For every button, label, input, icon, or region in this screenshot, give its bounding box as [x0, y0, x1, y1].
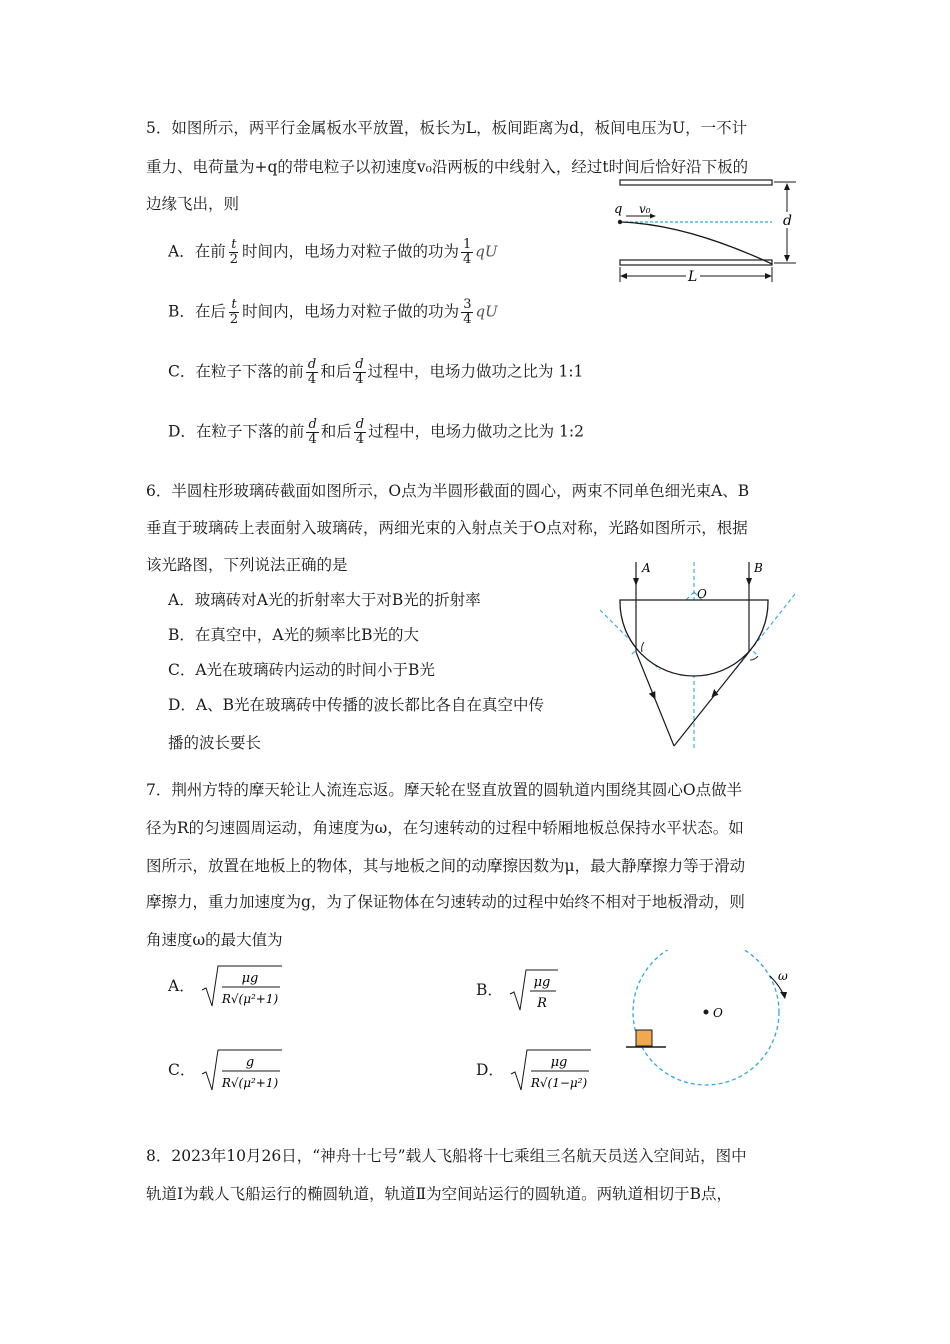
svg-text:μg: μg [241, 971, 259, 986]
label-o: O [713, 1006, 723, 1020]
center-point [704, 1010, 709, 1015]
q8-stem-line1: 8．2023年10月26日，“神舟十七号”载人飞船将十七乘组三名航天员送入空间站，图中 [146, 1147, 747, 1165]
q7-stem-line1: 7．荆州方特的摩天轮让人流连忘返。摩天轮在竖直放置的圆轨道内围绕其圆心O点做半 [146, 781, 743, 799]
fraction-d-over-4: $\frac{d}{4}$ [355, 357, 364, 387]
label-o: O [697, 587, 707, 601]
q7-option-b[interactable]: B． μg R [476, 966, 562, 1014]
label-a: A [642, 561, 651, 575]
q8-stem-line2: 轨道Ⅰ为载人飞船运行的椭圆轨道，轨道Ⅱ为空间站运行的圆轨道。两轨道相切于B点， [146, 1185, 733, 1203]
label-v0: v₀ [639, 202, 651, 216]
fraction-d-over-4: $\frac{d}{4}$ [308, 417, 317, 447]
q5-stem-line3: 边缘飞出，则 [146, 195, 240, 213]
object-block [636, 1030, 652, 1046]
q5-option-b[interactable]: B．在后 $\frac{t}{2}$ 时间内，电场力对粒子做的功为 $\frac{3}{4}$ qU [168, 297, 498, 327]
fraction-1-over-4: $\frac{1}{4}$ [463, 237, 472, 267]
q6-stem-line3: 该光路图，下列说法正确的是 [146, 556, 348, 574]
fraction-t-over-2: $\frac{t}{2}$ [229, 297, 239, 327]
svg-text:μg: μg [550, 1055, 568, 1070]
particle [618, 220, 622, 224]
particle-trajectory [620, 222, 772, 264]
semicircle-glass [620, 600, 768, 676]
radical-c [200, 1046, 284, 1094]
svg-text:R√(μ²+1): R√(μ²+1) [222, 1076, 279, 1090]
beam-b-arrow [746, 578, 752, 586]
q5-option-c[interactable]: C．在粒子下落的前 $\frac{d}{4}$ 和后 $\frac{d}{4}$ 过程中，电场力做功之比为 1:1 [168, 357, 584, 387]
q6-stem-line2: 垂直于玻璃砖上表面射入玻璃砖，两细光束的入射点关于O点对称，光路如图所示，根据 [146, 519, 748, 537]
q7-option-c[interactable]: C． g R√(μ²+1) [168, 1046, 284, 1094]
label-omega: ω [778, 969, 788, 983]
label-d: d [783, 213, 792, 229]
q5-stem-line1: 5．如图所示，两平行金属板水平放置，板长为L，板间距离为d，板间电压为U，一不计 [146, 119, 748, 137]
q5-option-d[interactable]: D．在粒子下落的前 $\frac{d}{4}$ 和后 $\frac{d}{4}$ 过程中，电场力做功之比为 1:2 [168, 417, 584, 447]
svg-text:R√(1−μ²): R√(1−μ²) [530, 1076, 588, 1090]
upper-plate [620, 180, 772, 185]
beam-a-arrow [633, 578, 639, 586]
velocity-arrow [650, 214, 656, 219]
q7-option-a[interactable]: A． μg R√(μ²+1) [168, 962, 284, 1010]
q6-option-d-line1[interactable]: D．A、B光在玻璃砖中传播的波长都比各自在真空中传 [168, 696, 545, 714]
fraction-d-over-4: $\frac{d}{4}$ [307, 357, 317, 387]
q7-stem-line5: 角速度ω的最大值为 [146, 931, 283, 949]
svg-text:R√(μ²+1): R√(μ²+1) [221, 992, 278, 1006]
label-l: L [688, 269, 698, 284]
q6-option-a[interactable]: A．玻璃砖对A光的折射率大于对B光的折射率 [168, 591, 481, 609]
svg-text:R: R [536, 996, 547, 1011]
q7-stem-line3: 图所示，放置在地板上的物体，其与地板之间的动摩擦因数为μ，最大静摩擦力等于滑动 [146, 857, 746, 875]
q7-option-d[interactable]: D． μg R√(1−μ²) [476, 1046, 593, 1094]
q7-stem-line4: 摩擦力，重力加速度为g，为了保证物体在匀速转动的过程中始终不相对于地板滑动，则 [146, 893, 745, 911]
radical-d [509, 1046, 593, 1094]
circular-orbit [633, 950, 779, 1085]
q6-option-d-line2[interactable]: 播的波长要长 [168, 734, 262, 752]
q6-option-b[interactable]: B．在真空中，A光的频率比B光的大 [168, 626, 419, 644]
fraction-d-over-4: $\frac{d}{4}$ [355, 417, 365, 447]
q5-stem-line2: 重力、电荷量为+q的带电粒子以初速度v₀沿两板的中线射入，经过t时间后恰好沿下板的 [146, 158, 749, 176]
fraction-t-over-2: $\frac{t}{2}$ [229, 237, 238, 267]
q7-stem-line2: 径为R的匀速圆周运动，角速度为ω，在匀速转动的过程中轿厢地板总保持水平状态。如 [146, 819, 744, 837]
svg-text:μg: μg [533, 975, 551, 990]
label-b: B [754, 561, 763, 575]
radical-a [200, 962, 284, 1010]
ferris-wheel-figure [620, 950, 800, 1100]
q5-option-a[interactable]: A．在前 $\frac{t}{2}$ 时间内，电场力对粒子做的功为 $\frac{1}{4}$ qU [168, 237, 498, 267]
radical-b [508, 966, 562, 1014]
glass-prism-figure [590, 552, 805, 752]
svg-text:g: g [246, 1055, 255, 1070]
label-q: q [614, 202, 623, 217]
q6-stem-line1: 6．半圆柱形玻璃砖截面如图所示，O点为半圆形截面的圆心，两束不同单色细光束A、B [146, 482, 750, 500]
q6-option-c[interactable]: C．A光在玻璃砖内运动的时间小于B光 [168, 661, 435, 679]
capacitor-figure [606, 172, 806, 284]
fraction-3-over-4: $\frac{3}{4}$ [463, 297, 472, 327]
lower-plate [620, 260, 772, 265]
